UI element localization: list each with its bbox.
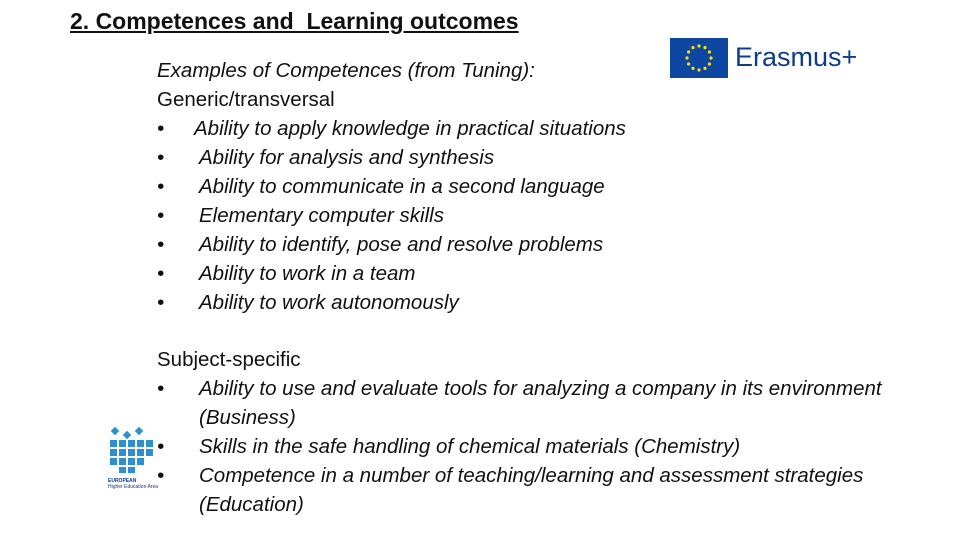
bullet-glyph: • — [157, 377, 165, 400]
list-item-text: Ability for analysis and synthesis — [199, 146, 495, 169]
list-item — [157, 114, 887, 143]
ehea-mark-icon — [108, 426, 156, 474]
bullet-glyph: • — [157, 175, 165, 198]
ehea-caption — [108, 478, 168, 490]
bullet-glyph: • — [157, 204, 165, 227]
list-item — [157, 259, 887, 288]
slide-title: 2. Competences and Learning outcomes — [70, 8, 519, 34]
list-item — [157, 432, 887, 461]
intro-line: Examples of Competences (from Tuning): — [157, 59, 535, 82]
list-item — [157, 172, 887, 201]
list-item-text: Ability to communicate in a second language — [199, 175, 605, 198]
specific-heading: Subject-specific — [157, 348, 301, 371]
bullet-glyph: • — [157, 464, 165, 487]
bullet-glyph: • — [157, 233, 165, 256]
list-item-text: Ability to work autonomously — [199, 291, 459, 314]
list-item — [157, 230, 887, 259]
list-item — [157, 201, 887, 230]
list-item-text: Ability to apply knowledge in practical situations — [194, 117, 626, 140]
list-item-text: Competence in a number of teaching/learning and assessment strategies (Education) — [199, 464, 864, 516]
erasmus-wordmark: Erasmus+ — [735, 42, 858, 72]
list-item-text: Ability to identify, pose and resolve problems — [199, 233, 604, 256]
list-item-text: Skills in the safe handling of chemical materials (Chemistry) — [199, 435, 741, 458]
bullet-glyph: • — [157, 435, 165, 458]
list-item — [157, 143, 887, 172]
bullet-glyph: • — [157, 262, 165, 285]
bullet-glyph: • — [157, 146, 165, 169]
list-item-text: Elementary computer skills — [199, 204, 444, 227]
list-item — [157, 374, 887, 432]
list-item-text: Ability to work in a team — [199, 262, 416, 285]
list-item-text: Ability to use and evaluate tools for analyzing a company in its environment (Business) — [199, 377, 882, 429]
ehea-logo — [108, 426, 160, 516]
list-item — [157, 288, 887, 317]
section-spacer — [157, 317, 887, 345]
ehea-caption-line1: EUROPEAN — [108, 478, 137, 484]
bullet-glyph: • — [157, 291, 165, 314]
generic-heading: Generic/transversal — [157, 88, 335, 111]
list-item — [157, 461, 887, 519]
bullet-glyph: • — [157, 117, 165, 140]
slide-body — [157, 56, 887, 519]
ehea-caption-line2: Higher Education Area — [108, 484, 159, 490]
